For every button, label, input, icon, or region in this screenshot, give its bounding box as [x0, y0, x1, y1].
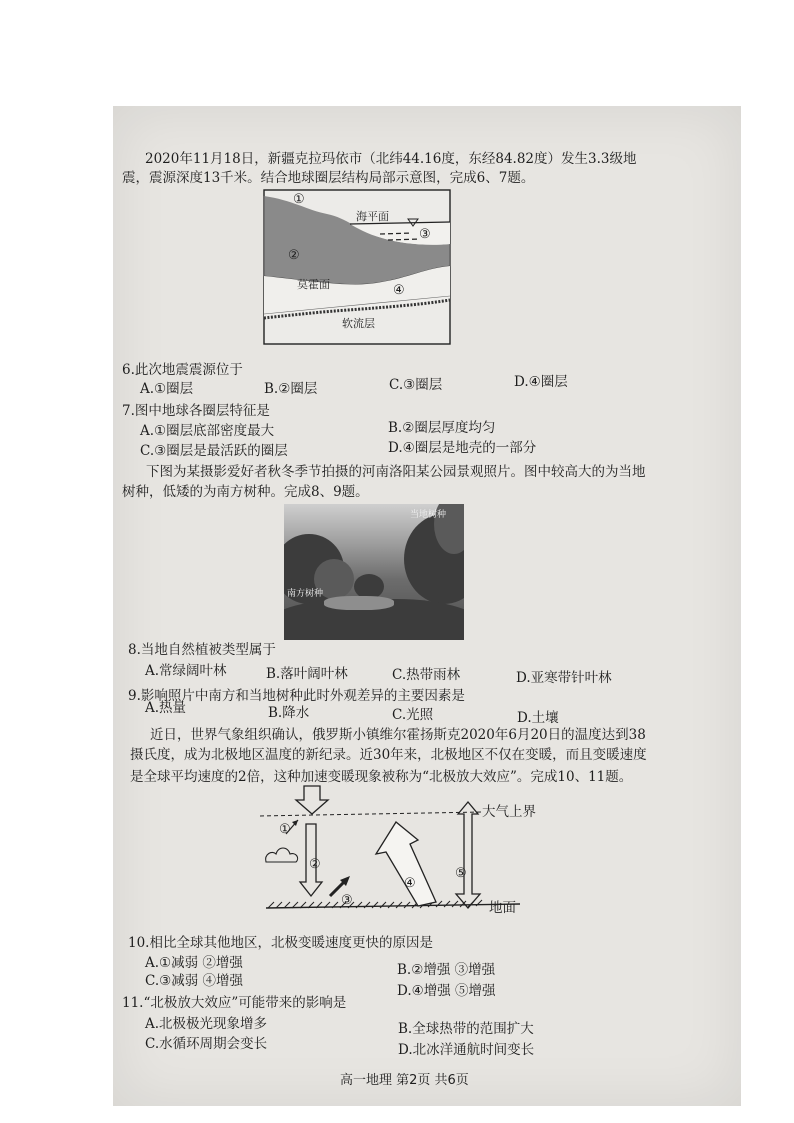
q7-option-b: B.②圈层厚度均匀: [388, 420, 496, 436]
arrow-4-label: ④: [404, 876, 416, 891]
q9-option-c: C.光照: [392, 707, 434, 723]
layer-4-label: ④: [393, 283, 405, 298]
southern-tree-label: 南方树种: [287, 589, 324, 599]
intro2-line1: 下图为某摄影爱好者秋冬季节拍摄的河南洛阳某公园景观照片。图中较高大的为当地: [146, 464, 646, 480]
asthenosphere-label: 软流层: [342, 317, 375, 330]
park-landscape-photo: [284, 504, 464, 640]
sea-level-label: 海平面: [356, 210, 389, 223]
q8-option-a: A.常绿阔叶林: [145, 663, 227, 679]
q7-stem: 7.图中地球各圈层特征是: [122, 403, 270, 419]
q9-option-d: D.土壤: [517, 710, 559, 726]
intro3-line1: 近日，世界气象组织确认，俄罗斯小镇维尔霍扬斯克2020年6月20日的温度达到38: [150, 727, 646, 743]
q7-option-a: A.①圈层底部密度最大: [140, 423, 275, 439]
moho-label: 莫霍面: [297, 278, 330, 291]
arrow-5-label: ⑤: [455, 866, 467, 881]
atmosphere-top-label: 大气上界: [482, 804, 536, 820]
q8-stem: 8.当地自然植被类型属于: [128, 642, 276, 658]
layer-2-label: ②: [288, 248, 300, 263]
q6-option-d: D.④圈层: [514, 374, 568, 390]
q10-option-b: B.②增强 ③增强: [397, 962, 496, 978]
arrow-3-label: ③: [341, 893, 353, 908]
q7-option-d: D.④圈层是地壳的一部分: [388, 440, 537, 456]
local-tree-label: 当地树种: [410, 510, 447, 520]
layer-1-label: ①: [293, 192, 305, 207]
q6-option-b: B.②圈层: [264, 381, 318, 397]
intro3-line2: 摄氏度，成为北极地区温度的新纪录。近30年来，北极地区不仅在变暖，而且变暖速度: [130, 747, 647, 763]
intro3-line3: 是全球平均速度的2倍，这种加速变暖现象被称为“北极放大效应”。完成10、11题。: [130, 769, 633, 785]
q10-option-d: D.④增强 ⑤增强: [397, 983, 496, 999]
ground-label: 地面: [489, 900, 516, 916]
arrow-2-label: ②: [309, 857, 321, 872]
q6-option-c: C.③圈层: [389, 377, 443, 393]
q9-stem: 9.影响照片中南方和当地树种此时外观差异的主要因素是: [128, 688, 465, 704]
q11-option-a: A.北极极光现象增多: [145, 1016, 268, 1032]
q8-option-d: D.亚寒带针叶林: [516, 670, 612, 686]
intro1-line1: 2020年11月18日，新疆克拉玛依市（北纬44.16度，东经84.82度）发生3.3级地: [145, 151, 637, 167]
q10-option-a: A.①减弱 ②增强: [145, 955, 243, 971]
q8-option-c: C.热带雨林: [392, 667, 461, 683]
layer-3-label: ③: [419, 227, 431, 242]
q8-option-b: B.落叶阔叶林: [266, 666, 348, 682]
q6-stem: 6.此次地震震源位于: [122, 362, 243, 378]
q10-stem: 10.相比全球其他地区，北极变暖速度更快的原因是: [128, 935, 433, 951]
q10-option-c: C.③减弱 ④增强: [145, 973, 244, 989]
q11-option-c: C.水循环周期会变长: [145, 1036, 268, 1052]
intro2-line2: 树种，低矮的为南方树种。完成8、9题。: [122, 484, 369, 500]
q6-option-a: A.①圈层: [140, 381, 194, 397]
intro1-line2: 震，震源深度13千米。结合地球圈层结构局部示意图，完成6、7题。: [122, 170, 535, 186]
q11-option-b: B.全球热带的范围扩大: [398, 1021, 534, 1037]
page-footer: 高一地理 第2页 共6页: [340, 1073, 469, 1088]
q11-option-d: D.北冰洋通航时间变长: [398, 1042, 535, 1058]
q7-option-c: C.③圈层是最活跃的圈层: [140, 443, 288, 459]
arrow-1-label: ①: [279, 822, 291, 837]
q9-option-b: B.降水: [268, 705, 310, 721]
q9-option-a: A.热量: [145, 700, 187, 716]
q11-stem: 11.“北极放大效应”可能带来的影响是: [122, 995, 347, 1011]
